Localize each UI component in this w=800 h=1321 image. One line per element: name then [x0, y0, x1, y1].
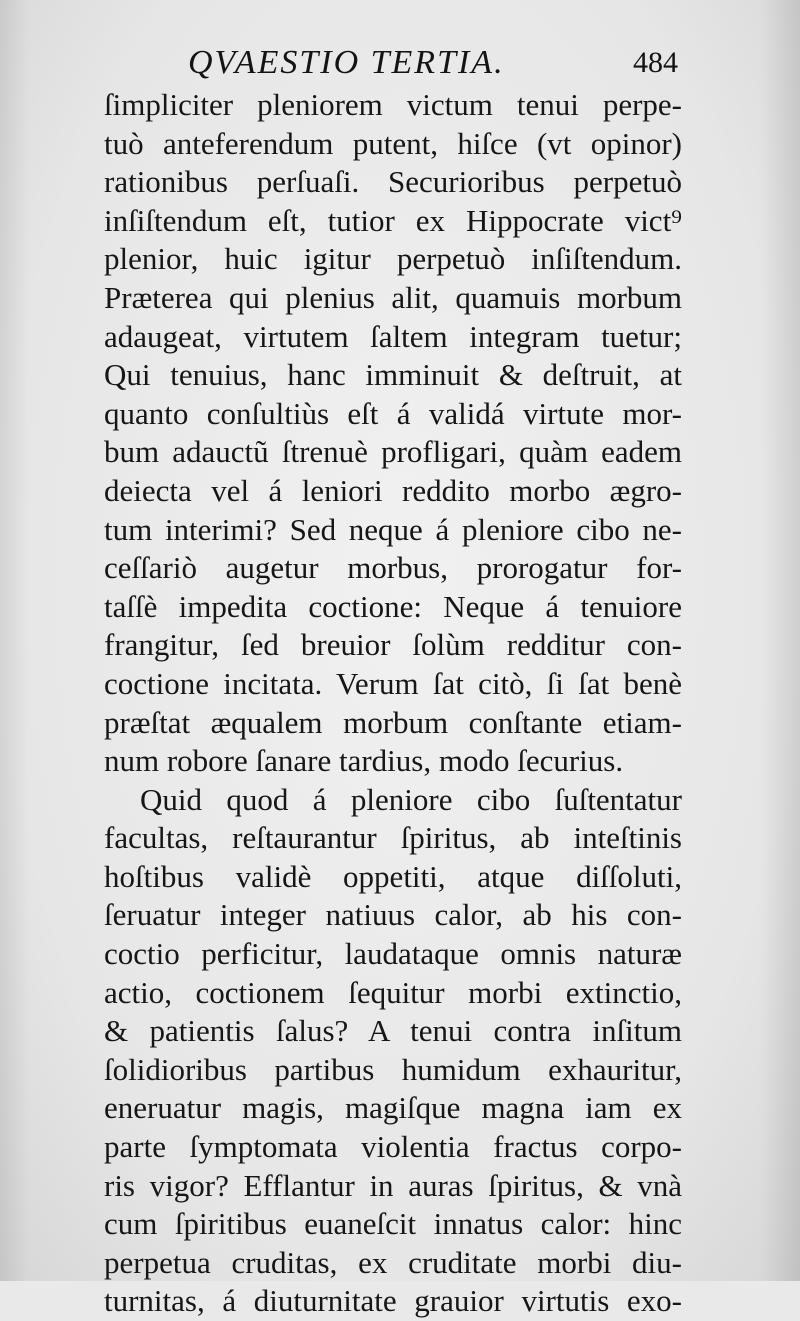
- text-line: Præterea qui plenius alit, quamuis morbum: [104, 279, 682, 315]
- text-line: taſſè impedita coctione: Neque á tenuiore: [104, 588, 682, 624]
- body-text: [104, 86, 682, 1321]
- text-line: turnitas, á diuturnitate grauior virtutis exo-: [104, 1283, 682, 1319]
- text-line: facultas, reſtaurantur ſpiritus, ab inteſtinis: [104, 820, 682, 856]
- page-edge-shadow: [760, 0, 800, 1281]
- text-line: adaugeat, virtutem ſaltem integram tuetur;: [104, 318, 682, 354]
- text-line: rationibus perſuaſi. Securioribus perpetuò: [104, 164, 682, 200]
- text-line: ceſſariò augetur morbus, prorogatur for-: [104, 550, 682, 586]
- text-line: coctione incitata. Verum ſat citò, ſi ſat benè: [104, 665, 682, 701]
- text-line: bum adauctũ ſtrenuè profligari, quàm eadem: [104, 434, 682, 470]
- text-line: Qui tenuius, hanc imminuit & deſtruit, at: [104, 357, 682, 393]
- text-line: hoſtibus validè oppetiti, atque diſſoluti,: [104, 858, 682, 894]
- page-number: 484: [633, 46, 678, 79]
- text-line: num robore ſanare tardius, modo ſecurius.: [104, 743, 624, 779]
- text-line: deiecta vel á leniori reddito morbo ægro-: [104, 472, 682, 508]
- text-line: coctio perficitur, laudataque omnis naturæ: [104, 936, 682, 972]
- running-title: QVAESTIO TERTIA.: [188, 44, 505, 81]
- page-header: [188, 44, 688, 88]
- text-line: eneruatur magis, magiſque magna iam ex: [104, 1090, 682, 1126]
- text-line: parte ſymptomata violentia fractus corpo-: [104, 1129, 682, 1165]
- text-line: perpetua cruditas, ex cruditate morbi diu-: [104, 1244, 682, 1280]
- text-line: ris vigor? Efflantur in auras ſpiritus, & vnà: [104, 1167, 682, 1203]
- text-line: tuò anteferendum putent, hiſce (vt opinor): [104, 125, 682, 161]
- text-line: inſiſtendum eſt, tutior ex Hippocrate vict⁹: [104, 202, 682, 238]
- text-line: quanto conſultiùs eſt á validá virtute mor-: [104, 395, 682, 431]
- text-line: Quid quod á pleniore cibo ſuſtentatur: [140, 781, 682, 817]
- text-line: tum interimi? Sed neque á pleniore cibo ne-: [104, 511, 682, 547]
- text-line: ſeruatur integer natiuus calor, ab his con-: [104, 897, 682, 933]
- text-line: plenior, huic igitur perpetuò inſiſtendum.: [104, 241, 682, 277]
- text-line: actio, coctionem ſequitur morbi extinctio,: [104, 974, 682, 1010]
- text-line: ſolidioribus partibus humidum exhauritur,: [104, 1051, 682, 1087]
- page-gutter-shadow: [0, 0, 30, 1281]
- text-line: cum ſpiritibus euaneſcit innatus calor: hinc: [104, 1206, 682, 1242]
- text-line: frangitur, ſed breuior ſolùm redditur con-: [104, 627, 682, 663]
- text-line: & patientis ſalus? A tenui contra inſitum: [104, 1013, 682, 1049]
- text-line: ſimpliciter pleniorem victum tenui perpe-: [104, 87, 682, 122]
- paragraph-2: [104, 781, 682, 1321]
- text-line: præſtat æqualem morbum conſtante etiam-: [104, 704, 682, 740]
- paragraph-1: [104, 86, 682, 781]
